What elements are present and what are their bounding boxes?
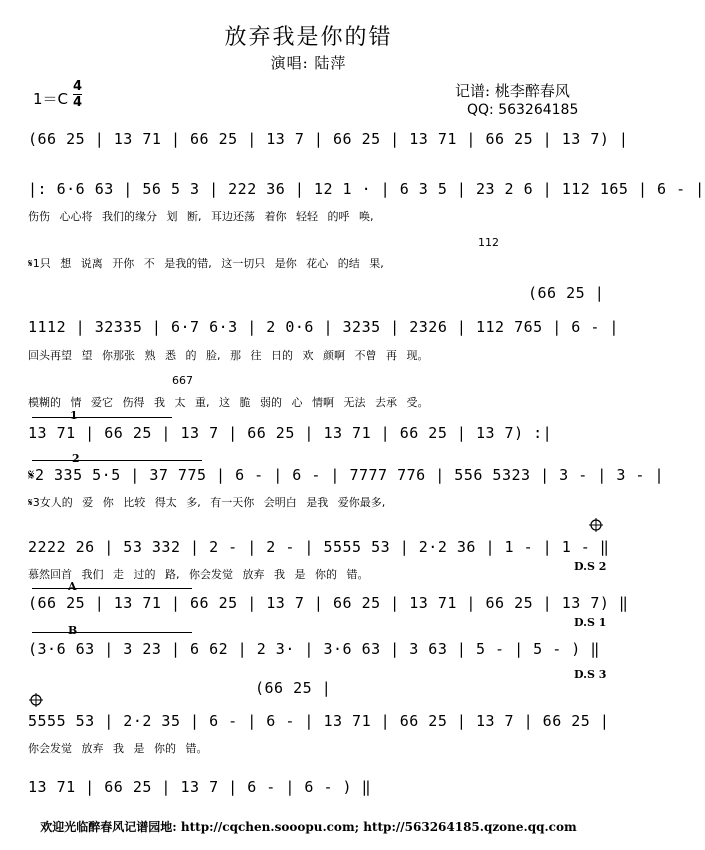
ds-3-mark: D.S 3 <box>574 668 607 681</box>
notation-row-1: (66 25 | 13 71 | 66 25 | 13 7 | 66 25 | 13 71 | 66 25 | 13 7) | <box>28 130 629 148</box>
transcriber-credit: 记谱: 桃李醉春风 <box>455 82 570 100</box>
song-title: 放弃我是你的错 <box>224 25 393 50</box>
lyric-line-6: 慕然回首 我们 走 过的 路, 你会发觉 放弃 我 是 你的 错。 <box>28 568 369 581</box>
ds-1-mark: D.S 1 <box>574 616 607 629</box>
qq-number: QQ: 563264185 <box>467 102 579 118</box>
ds-2-mark: D.S 2 <box>574 560 607 573</box>
coda-icon <box>589 518 603 532</box>
lyric-line-5: 𝄋3女人的 爱 你 比较 得太 多, 有一天你 会明白 是我 爱你最多, <box>28 496 386 509</box>
notation-row-9: 5555 53 | 2·2 35 | 6 - | 6 - | 13 71 | 66 25 | 13 7 | 66 25 | <box>28 712 610 730</box>
notation-pickup-2: (66 25 | <box>255 679 332 697</box>
coda-icon <box>29 693 43 707</box>
notation-row-3: 1112 | 32335 | 6·7 6·3 | 2 0·6 | 3235 | 2326 | 112 765 | 6 - | <box>28 318 619 336</box>
volta-label-1: 1 <box>70 409 78 422</box>
notation-row-4: 13 71 | 66 25 | 13 7 | 66 25 | 13 71 | 66 25 | 13 7) :| <box>28 424 553 442</box>
notation-row-7: (66 25 | 13 71 | 66 25 | 13 7 | 66 25 | 13 71 | 66 25 | 13 7) ‖ <box>28 594 629 612</box>
notation-row-10: 13 71 | 66 25 | 13 7 | 6 - | 6 - ) ‖ <box>28 778 372 796</box>
notation-row-8: (3·6 63 | 3 23 | 6 62 | 2 3· | 3·6 63 | 3 63 | 5 - | 5 - ) ‖ <box>28 640 600 658</box>
footer-website-note: 欢迎光临醉春风记谱园地: http://cqchen.sooopu.com; http://563264185.qzone.qq.com <box>40 820 577 834</box>
volta-label-b: B <box>68 624 78 637</box>
singer-credit: 演唱: 陆萍 <box>270 54 347 72</box>
notation-pickup-1: (66 25 | <box>528 284 605 302</box>
time-bottom: 4 <box>73 95 83 110</box>
lyric-line-4: 模糊的 情 爱它 伤得 我 太 重, 这 脆 弱的 心 情啊 无法 去承 受。 <box>28 396 429 409</box>
lyric-line-1: 伤伤 心心将 我们的缘分 划 断, 耳边还荡 着你 轻轻 的呼 唤, <box>28 210 374 223</box>
grace-notes-1: 112 <box>478 236 499 249</box>
lyric-line-3: 回头再望 望 你那张 熟 悉 的 脸, 那 往 日的 欢 颜啊 不曾 再 现。 <box>28 349 429 362</box>
volta-label-2: 2 <box>72 452 80 465</box>
notation-row-5: 𝄋2 335 5·5 | 37 775 | 6 - | 6 - | 7777 776 | 556 5323 | 3 - | 3 - | <box>28 466 664 484</box>
notation-row-2: |: 6·6 63 | 56 5 3 | 222 36 | 12 1 · | 6 3 5 | 23 2 6 | 112 165 | 6 - | <box>28 180 705 198</box>
volta-label-a: A <box>68 580 77 593</box>
lyric-line-2: 𝄋1只 想 说离 开你 不 是我的错, 这一切只 是你 花心 的结 果, <box>28 257 384 270</box>
grace-notes-2: 667 <box>172 374 193 387</box>
notation-row-6: 2222 26 | 53 332 | 2 - | 2 - | 5555 53 | 2·2 36 | 1 - | 1 - ‖ <box>28 538 610 556</box>
lyric-line-7: 你会发觉 放弃 我 是 你的 错。 <box>28 742 208 755</box>
time-top: 4 <box>73 79 83 94</box>
key-signature: 1＝C <box>33 90 69 108</box>
